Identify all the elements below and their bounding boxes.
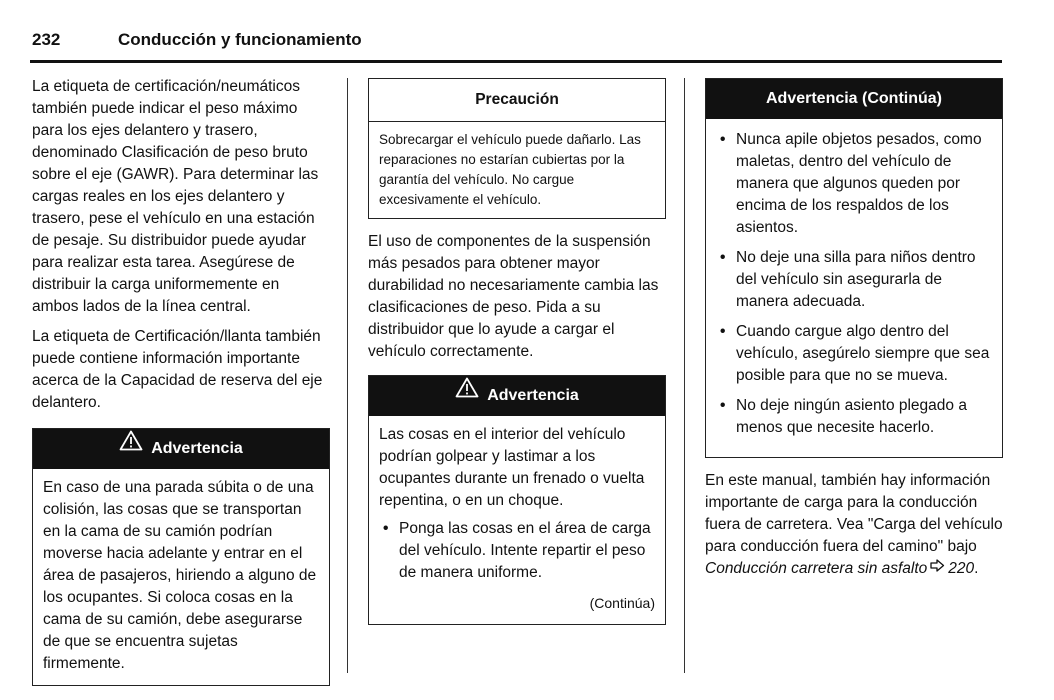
bullet-list	[716, 129, 992, 439]
cross-reference-title: Conducción carretera sin asfalto	[705, 560, 928, 578]
warning-box	[32, 428, 330, 686]
paragraph	[705, 470, 1003, 580]
paragraph-text: En este manual, también hay información importante de carga para la conducción fuera de carretera. Vea "Carga del vehículo para conducción fuera del camino" bajo	[705, 472, 1003, 555]
list-item: • Ponga las cosas en el área de carga del vehículo. Intente repartir el peso de manera uniforme.	[379, 518, 655, 584]
warning-box	[368, 375, 666, 625]
continued-label: (Continúa)	[589, 595, 655, 611]
list-item: • Cuando cargue algo dentro del vehículo, asegúrelo siempre que sea posible para que no se mueva.	[716, 321, 992, 387]
page-reference-arrow-icon	[930, 557, 945, 579]
paragraph: La etiqueta de Certificación/llanta también puede contiene información importante acerca de la Capacidad de reserva del eje delantero.	[32, 328, 323, 411]
warning-title: Advertencia	[151, 440, 243, 458]
warning-body	[369, 416, 665, 624]
cross-reference-link[interactable]	[705, 560, 974, 577]
column-divider	[684, 78, 685, 673]
caution-title: Precaución	[369, 79, 665, 122]
warning-header	[33, 429, 329, 469]
warning-title: Advertencia	[487, 387, 579, 405]
warning-triangle-icon	[119, 427, 143, 467]
page-header	[32, 30, 1000, 58]
warning-text: Las cosas en el interior del vehículo podrían golpear y lastimar a los ocupantes durante un frenado o vuelta repentina, o en un choque.	[379, 426, 645, 509]
caution-box	[368, 78, 666, 219]
bullet-list	[379, 518, 655, 584]
paragraph-end: .	[974, 560, 979, 578]
list-item: • Nunca apile objetos pesados, como maletas, dentro del vehículo de manera que algunos queden por encima de los respaldos de los asientos.	[716, 129, 992, 239]
column-divider	[347, 78, 348, 673]
caution-body: Sobrecargar el vehículo puede dañarlo. Las reparaciones no estarían cubiertas por la garantía del vehículo. No cargue excesivamente el vehículo.	[379, 132, 641, 207]
section-title: Conducción y funcionamiento	[118, 30, 362, 49]
column-3	[705, 76, 1003, 588]
warning-title: Advertencia (Continúa)	[706, 79, 1002, 119]
list-item: • No deje una silla para niños dentro del vehículo sin asegurarla de manera adecuada.	[716, 247, 992, 313]
cross-reference-page: 220	[948, 560, 975, 578]
page-number: 232	[32, 30, 61, 49]
warning-header	[369, 376, 665, 416]
paragraph: El uso de componentes de la suspensión más pesados para obtener mayor durabilidad no necesariamente cambia las clasificaciones de peso. Pida a su distribuidor que lo ayude a cargar el vehículo correctamente.	[368, 233, 659, 360]
column-1	[32, 76, 330, 686]
list-item: • No deje ningún asiento plegado a menos que necesite hacerlo.	[716, 395, 992, 439]
warning-body	[706, 119, 1002, 457]
warning-body: En caso de una parada súbita o de una colisión, las cosas que se transportan en la cama de su camión podrían moverse hacia adelante y entrar en el área de pasajeros, hiriendo a alguno de los ocupantes. Si coloca cosas en la cama de su camión, debe asegurarse de que se encuentra sujetas firmemente.	[43, 479, 317, 672]
header-rule	[30, 60, 1002, 63]
paragraph: La etiqueta de certificación/neumáticos también puede indicar el peso máximo para los ejes delantero y trasero, denominado Clasificación de peso bruto sobre el eje (GAWR). Para determinar las cargas reales en los ejes delantero y trasero, pese el vehículo en una estación de pesaje. Su distribuidor puede ayudar para realizar esta tarea. Asegúrese de distribuir la carga uniformemente en ambos lados de la línea central.	[32, 78, 319, 315]
warning-box	[705, 78, 1003, 458]
warning-triangle-icon	[455, 374, 479, 414]
column-2	[368, 76, 666, 625]
